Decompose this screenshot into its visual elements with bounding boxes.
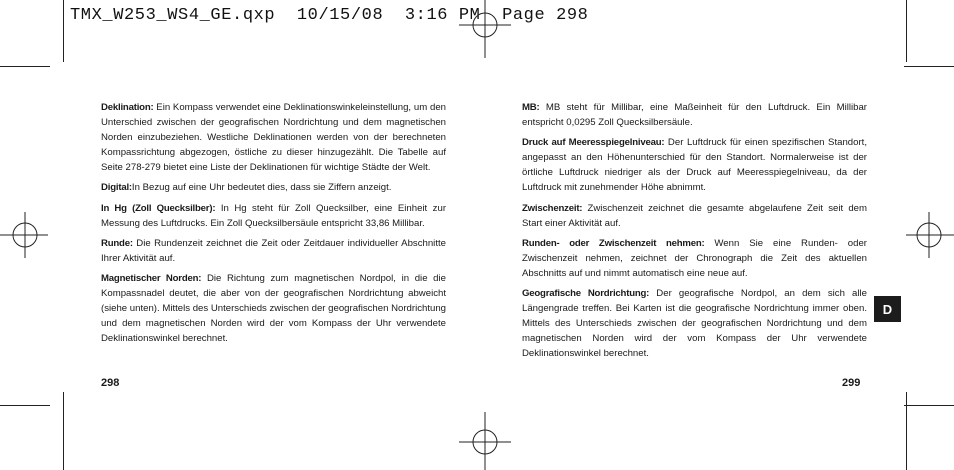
right-column — [522, 100, 867, 367]
definition: Ein Kompass verwendet eine Deklinationswinkeleinstellung, um den Unterschied zwischen der geografischen Nordrichtung und dem magnetischen Norden einzubeziehen. Westliche Deklinationen werden von der berechneten Kompassrichtung abgezogen, östliche zu dieser hinzugezählt. Die Tabelle auf Seite 278-279 bietet eine Liste der Deklinationen für wichtige Städte der Welt. — [101, 102, 446, 174]
definition: Wenn Sie eine Runden- oder Zwischenzeit nehmen, zeichnet der Chronograph die Zeit des aktuellen Abschnitts auf und nimmt automatisch eine neue auf. — [522, 237, 867, 279]
term: Digital: — [101, 182, 132, 194]
glossary-entry — [522, 286, 867, 361]
section-tab: D — [874, 296, 901, 322]
glossary-entry — [101, 100, 446, 175]
term: Zwischenzeit: — [522, 202, 583, 214]
glossary-entry — [522, 201, 867, 231]
definition: In Bezug auf eine Uhr bedeutet dies, dass sie Ziffern anzeigt. — [131, 182, 392, 194]
page-number-right: 299 — [842, 377, 861, 389]
term: Deklination: — [101, 102, 154, 113]
term: Magnetischer Norden: — [101, 272, 202, 284]
glossary-entry — [101, 180, 446, 195]
crop-mark — [904, 405, 954, 406]
definition: Die Rundenzeit zeichnet die Zeit oder Zeitdauer individueller Abschnitte Ihrer Aktivität auf. — [101, 237, 446, 264]
crop-mark — [0, 66, 50, 67]
definition: MB steht für Millibar, eine Maßeinheit für den Luftdruck. Ein Millibar entspricht 0,0295 Zoll Quecksilbersäule. — [522, 102, 867, 129]
registration-mark-left — [0, 210, 50, 260]
term: Geografische Nordrichtung: — [522, 288, 650, 300]
glossary-entry — [522, 135, 867, 195]
crop-mark — [0, 405, 50, 406]
registration-mark-top — [455, 0, 515, 60]
crop-mark — [904, 66, 954, 67]
term: Runde: — [101, 237, 133, 249]
crop-mark — [906, 0, 907, 62]
glossary-entry — [522, 100, 867, 130]
glossary-entry — [101, 271, 446, 346]
definition: Der Luftdruck für einen spezifischen Standort, angepasst an den Höhenunterschied für den Standort. Normalerweise ist der örtliche Luftdruck niedriger als der Druck auf Meeresspiegelniveau, da der Luftdruck mit zunehmender Höhe abnimmt. — [522, 137, 867, 194]
crop-mark — [63, 0, 64, 62]
definition: In Hg steht für Zoll Quecksilber, eine Einheit zur Messung des Luftdrucks. Ein Zoll Quecksilbersäule entspricht 33,86 Millibar. — [101, 202, 447, 229]
print-slug: TMX_W253_WS4_GE.qxp 10/15/08 3:16 PM Page 298 — [70, 6, 589, 25]
definition: Die Richtung zum magnetischen Nordpol, in die die Kompassnadel deutet, die aber von der geografischen Nordrichtung abweicht (siehe unten). Mittels des Unterschieds zwischen der geografischen Nordrichtung und dem magnetischen Norden wird der vom Kompass der Uhr verwendete Deklinationswinkel berechnet. — [101, 272, 447, 345]
registration-mark-bottom — [455, 412, 515, 470]
glossary-entry — [101, 236, 446, 266]
definition: Zwischenzeit zeichnet die gesamte abgelaufene Zeit seit dem Start einer Aktivität auf. — [522, 202, 867, 229]
crop-mark — [906, 392, 907, 470]
page-number-left: 298 — [101, 377, 120, 389]
term: In Hg (Zoll Quecksilber): — [101, 202, 216, 214]
definition: Der geografische Nordpol, an dem sich alle Längengrade treffen. Bei Karten ist die geografische Nordrichtung immer oben. Mittels des Unterschieds zwischen der geografischen Nordrichtung und dem magnetischen Norden wird der vom Kompass der Uhr verwendete Deklinationswinkel berechnet. — [522, 288, 867, 360]
crop-mark — [63, 392, 64, 470]
term: MB: — [522, 102, 540, 113]
registration-mark-right — [904, 210, 954, 260]
term: Druck auf Meeresspiegelniveau: — [522, 137, 665, 149]
term: Runden- oder Zwischenzeit nehmen: — [522, 237, 705, 249]
glossary-entry — [522, 236, 867, 281]
left-column — [101, 100, 446, 351]
glossary-entry — [101, 201, 446, 231]
